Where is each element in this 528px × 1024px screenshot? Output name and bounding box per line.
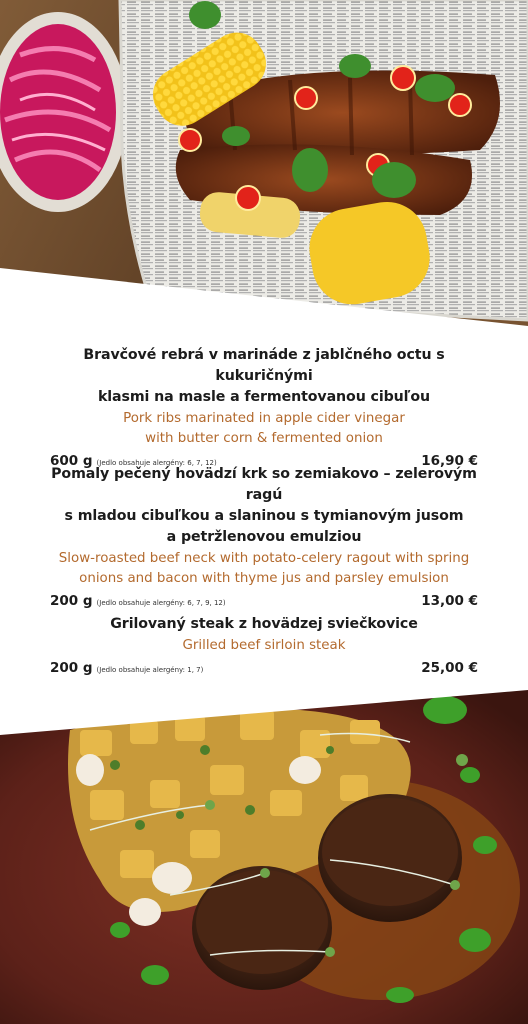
dish-name-en: Slow-roasted beef neck with potato-celery ragout with spring onions and bacon with thyme jus and parsley emulsion (58, 551, 470, 586)
dish-price: 25,00 € (421, 660, 478, 676)
dish-price: 16,90 € (421, 453, 478, 469)
dish-name-en: Grilled beef sirloin steak (182, 638, 346, 653)
menu-item-beef-sirloin (50, 614, 478, 676)
dish-allergens: (Jedlo obsahuje alergény: 6, 7, 12) (96, 459, 217, 467)
dish-allergens: (Jedlo obsahuje alergény: 1, 7) (96, 666, 204, 674)
menu-item-beef-neck (50, 464, 478, 609)
menu-item-pork-ribs (50, 345, 478, 469)
dish-name-en: Pork ribs marinated in apple cider vinegar with butter corn & fermented onion (123, 411, 405, 446)
dish-info-row (50, 593, 478, 609)
dish-name-sk: Grilovaný steak z hovädzej sviečkovice (110, 616, 418, 632)
dish-info-row (50, 660, 478, 676)
dish-weight: 600 g (50, 453, 93, 469)
dish-weight: 200 g (50, 593, 93, 609)
dish-weight: 200 g (50, 660, 93, 676)
dish-name-sk: Pomaly pečený hovädzí krk so zemiakovo – zelerovým ragú s mladou cibuľkou a slaninou s tymianovým jusom a petržlenovou emulziou (51, 466, 477, 545)
dish-price: 13,00 € (421, 593, 478, 609)
dish-name-sk: Bravčové rebrá v marináde z jablčného octu s kukuričnými klasmi na masle a fermentovanou cibuľou (83, 347, 445, 405)
dish-allergens: (Jedlo obsahuje alergény: 6, 7, 9, 12) (96, 599, 226, 607)
